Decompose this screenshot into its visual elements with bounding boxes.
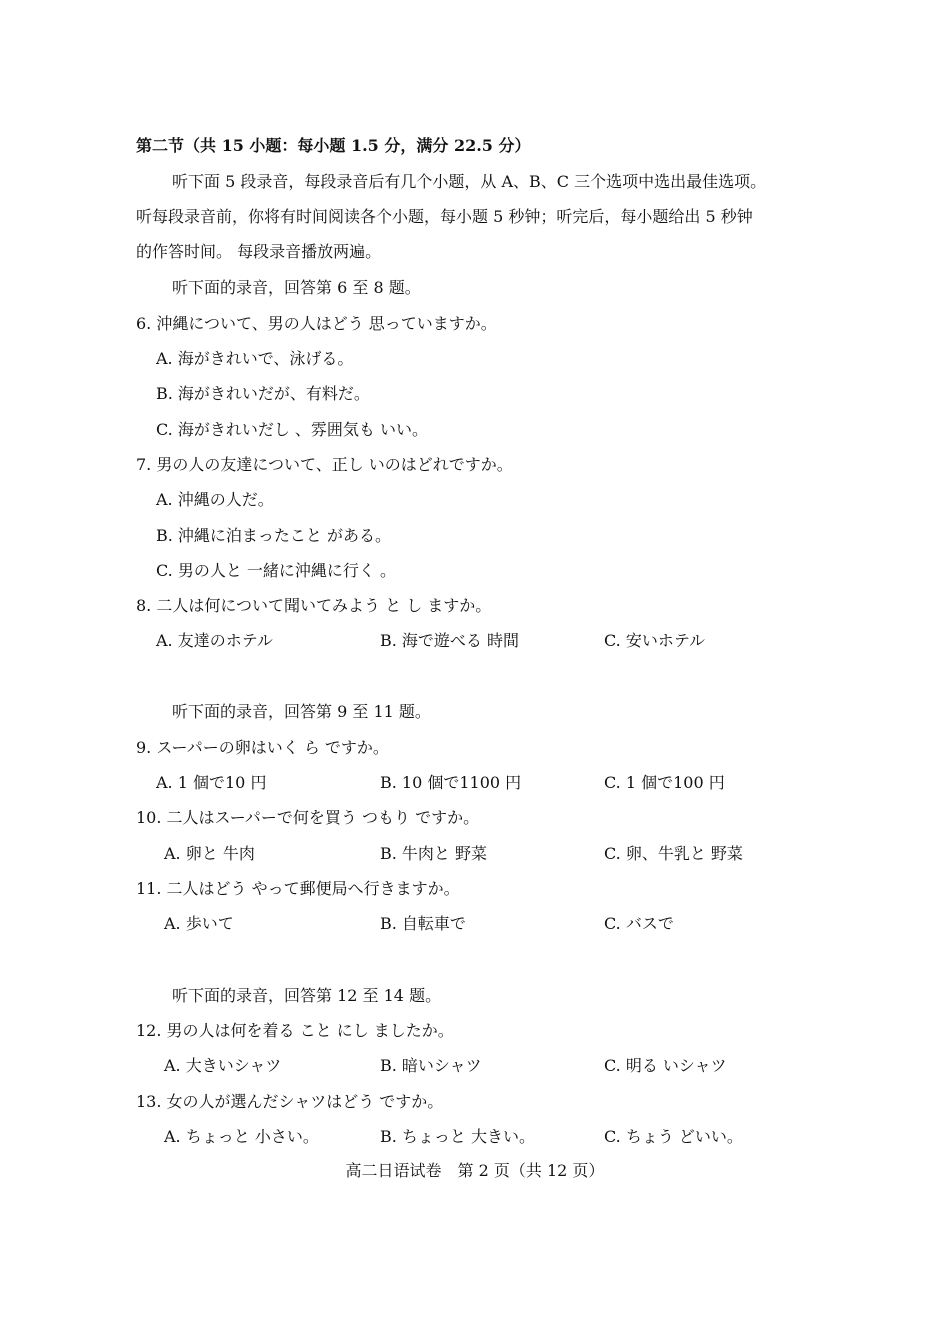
- instruction-line-2: 听每段录音前，你将有时间阅读各个小题，每小题 5 秒钟；听完后，每小题给出 5 秒钟: [136, 207, 753, 226]
- section-header: 第二节（共 15 小题：每小题 1.5 分，满分 22.5 分）: [136, 136, 531, 155]
- option-a: A. 卵と 牛肉: [164, 844, 255, 863]
- option-c: C. 海がきれいだし 、雰囲気も いい。: [156, 420, 429, 439]
- group-prompt: 听下面的录音，回答第 6 至 8 题。: [172, 278, 421, 297]
- option-b: B. 海がきれいだが、有料だ。: [156, 384, 370, 403]
- question-6: 6. 沖縄について、男の人はどう 思っていますか。: [136, 314, 497, 333]
- option-c: C. 明る いシャツ: [604, 1056, 727, 1075]
- option-a: A. 友達のホテル: [156, 631, 273, 650]
- question-10: 10. 二人はスーパーで何を買う つもり ですか。: [136, 808, 480, 827]
- option-c: C. 安いホテル: [604, 631, 706, 650]
- option-a: A. 1 個で10 円: [156, 773, 267, 792]
- option-b: B. 沖縄に泊まったこと がある。: [156, 526, 392, 545]
- option-b: B. ちょっと 大きい。: [380, 1127, 536, 1146]
- option-a: A. ちょっと 小さい。: [164, 1127, 319, 1146]
- option-a: A. 沖縄の人だ。: [156, 490, 274, 509]
- question-12: 12. 男の人は何を着る こと にし ましたか。: [136, 1021, 454, 1040]
- group-prompt: 听下面的录音，回答第 12 至 14 题。: [172, 986, 442, 1005]
- group-prompt: 听下面的录音，回答第 9 至 11 题。: [172, 702, 431, 721]
- option-a: A. 海がきれいで、泳げる。: [156, 349, 354, 368]
- option-c: C. バスで: [604, 914, 674, 933]
- option-b: B. 暗いシャツ: [380, 1056, 482, 1075]
- question-8: 8. 二人は何について聞いてみよう と し ますか。: [136, 596, 492, 615]
- option-a: A. 大きいシャツ: [164, 1056, 282, 1075]
- option-c: C. 卵、牛乳と 野菜: [604, 844, 743, 863]
- instruction-line-3: 的作答时间。 每段录音播放两遍。: [136, 242, 382, 261]
- page-footer: 高二日语试卷 第 2 页（共 12 页）: [345, 1161, 605, 1180]
- instruction-line-1: 听下面 5 段录音，每段录音后有几个小题，从 A、B、C 三个选项中选出最佳选项。: [172, 172, 767, 191]
- option-b: B. 10 個で1100 円: [380, 773, 522, 792]
- option-b: B. 牛肉と 野菜: [380, 844, 488, 863]
- option-b: B. 自転車で: [380, 914, 466, 933]
- option-a: A. 歩いて: [164, 914, 234, 933]
- question-7: 7. 男の人の友達について、正し いのはどれですか。: [136, 455, 513, 474]
- question-11: 11. 二人はどう やって郵便局へ行きますか。: [136, 879, 460, 898]
- option-c: C. 1 個で100 円: [604, 773, 725, 792]
- question-13: 13. 女の人が選んだシャツはどう ですか。: [136, 1092, 444, 1111]
- option-b: B. 海で遊べる 時間: [380, 631, 520, 650]
- question-9: 9. スーパーの卵はいく ら ですか。: [136, 738, 389, 757]
- option-c: C. 男の人と 一緒に沖縄に行く 。: [156, 561, 397, 580]
- option-c: C. ちょう どいい。: [604, 1127, 743, 1146]
